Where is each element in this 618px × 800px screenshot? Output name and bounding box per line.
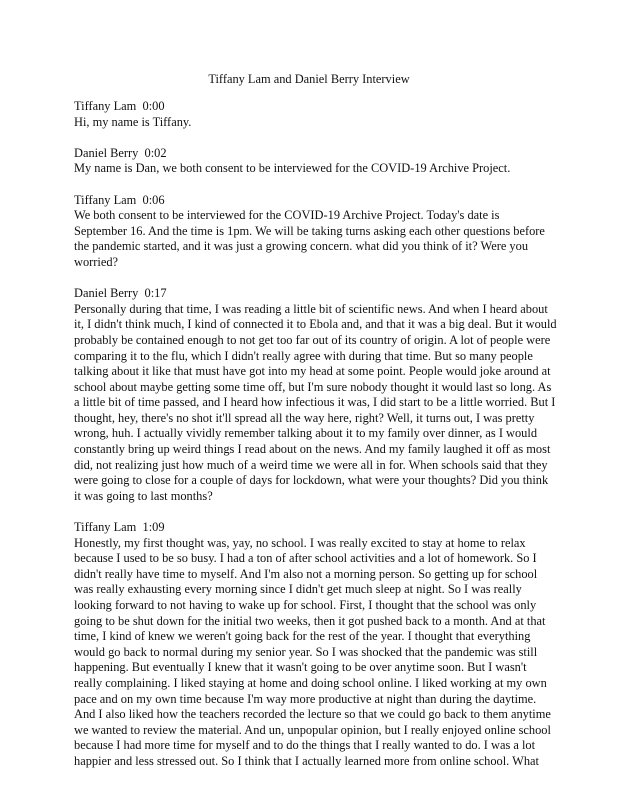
- speaker-name: Tiffany Lam: [74, 99, 137, 113]
- transcript-text-line: school about maybe getting some time off, but I'm sure nobody thought it would last so long. As: [74, 379, 552, 394]
- speaker-timestamp-line: [74, 193, 574, 209]
- transcript-entry: [74, 99, 574, 130]
- speaker-timestamp-line: [74, 286, 574, 302]
- transcript-entry: [74, 286, 574, 504]
- transcript-entry: [74, 520, 574, 770]
- transcript-text-line: happening. But eventually I knew that it wasn't going to be over anytime soon. But I wasn't: [74, 660, 527, 675]
- transcript-text-line: would go back to normal during my senior year. So I was shocked that the pandemic was still: [74, 644, 538, 659]
- timestamp: 0:17: [144, 286, 167, 301]
- transcript-text-line: it, I didn't think much, I kind of connected it to Ebola and, and that it was a big deal. But it would: [74, 317, 557, 332]
- speaker-timestamp-line: [74, 99, 574, 115]
- transcript-text-line: we wanted to review the material. And un, unpopular opinion, but I really enjoyed online school: [74, 722, 551, 737]
- transcript-entry: [74, 193, 574, 271]
- transcript-text-line: happier and less stressed out. So I think that I actually learned more from online school. What: [74, 753, 539, 768]
- transcript-text-line: constantly bring up weird things I read about on the news. And my family laughed it off as most: [74, 442, 551, 457]
- speaker-name: Daniel Berry: [74, 286, 139, 301]
- speaker-timestamp-line: [74, 146, 574, 162]
- transcript-text-line: pace and on my own time because I'm way more productive at night than during the daytime.: [74, 691, 537, 706]
- transcript-text-line: And I also liked how the teachers recorded the lecture so that we could go back to them anytime: [74, 707, 551, 722]
- speaker-name: Daniel Berry: [74, 145, 139, 160]
- timestamp: 0:06: [142, 192, 165, 207]
- document-title: Tiffany Lam and Daniel Berry Interview: [208, 72, 410, 86]
- transcript-body: [74, 99, 574, 785]
- transcript-entry: [74, 146, 574, 177]
- transcript-text-line: comparing it to the flu, which I didn't really agree with during that time. But so many people: [74, 348, 533, 363]
- timestamp: 0:00: [142, 99, 165, 113]
- transcript-text-line: looking forward to not having to wake up for school. First, I thought that the school was only: [74, 598, 537, 612]
- transcript-text-line: My name is Dan, we both consent to be interviewed for the COVID-19 Archive Project.: [74, 161, 511, 176]
- timestamp: 1:09: [142, 520, 165, 535]
- transcript-text-line: it was going to last months?: [74, 488, 213, 503]
- transcript-text-line: was really exhausting every morning since I didn't get much sleep at night. So I was really: [74, 582, 522, 597]
- speaker-name: Tiffany Lam: [74, 192, 137, 207]
- transcript-text-line: wrong, huh. I actually vividly remember talking about it to my family over dinner, as I would: [74, 426, 538, 441]
- transcript-text-line: September 16. And the time is 1pm. We will be taking turns asking each other questions before: [74, 223, 545, 238]
- transcript-text-line: Personally during that time, I was reading a little bit of scientific news. And when I heard about: [74, 301, 548, 316]
- transcript-text-line: did, not realizing just how much of a weird time we were all in for. When schools said that they: [74, 457, 548, 472]
- transcript-text-line: We both consent to be interviewed for the COVID-19 Archive Project. Today's date is: [74, 208, 500, 223]
- transcript-text-line: going to be shut down for the initial two weeks, then it got pushed back to a month. And at that: [74, 613, 546, 628]
- transcript-text-line: didn't really have time to myself. And I'm also not a morning person. So getting up for school: [74, 566, 538, 581]
- transcript-text-line: because I used to be so busy. I had a ton of after school activities and a lot of homework. So I: [74, 551, 537, 566]
- transcript-text-line: probably be contained enough to not get too far out of its country of origin. A lot of people were: [74, 332, 551, 347]
- transcript-text-line: thought, hey, there's no shot it'll spread all the way here, right? Well, it turns out, I was pretty: [74, 410, 535, 425]
- timestamp: 0:02: [144, 145, 167, 160]
- speaker-name: Tiffany Lam: [74, 520, 137, 535]
- transcript-text-line: Honestly, my first thought was, yay, no school. I was really excited to stay at home to relax: [74, 535, 526, 550]
- transcript-text-line: Hi, my name is Tiffany.: [74, 114, 192, 129]
- speaker-timestamp-line: [74, 520, 574, 536]
- transcript-text-line: the pandemic started, and it was just a growing concern. what did you think of it? Were you: [74, 239, 529, 254]
- transcript-text-line: time, I kind of knew we weren't going back for the rest of the year. I thought that everything: [74, 629, 531, 644]
- transcript-text-line: worried?: [74, 254, 119, 269]
- transcript-text-line: were going to close for a couple of days for lockdown, what were your thoughts? Did you think: [74, 473, 549, 488]
- transcript-text-line: talking about it like that must have got into my head at some point. People would joke around at: [74, 364, 551, 379]
- transcript-text-line: a little bit of time passed, and I heard how infectious it was, I did start to be a little worried. But I: [74, 395, 556, 410]
- transcript-text-line: because I had more time for myself and to do the things that I really wanted to do. I was a lot: [74, 738, 536, 753]
- transcript-text-line: really complaining. I liked staying at home and doing school online. I liked working at my own: [74, 675, 547, 690]
